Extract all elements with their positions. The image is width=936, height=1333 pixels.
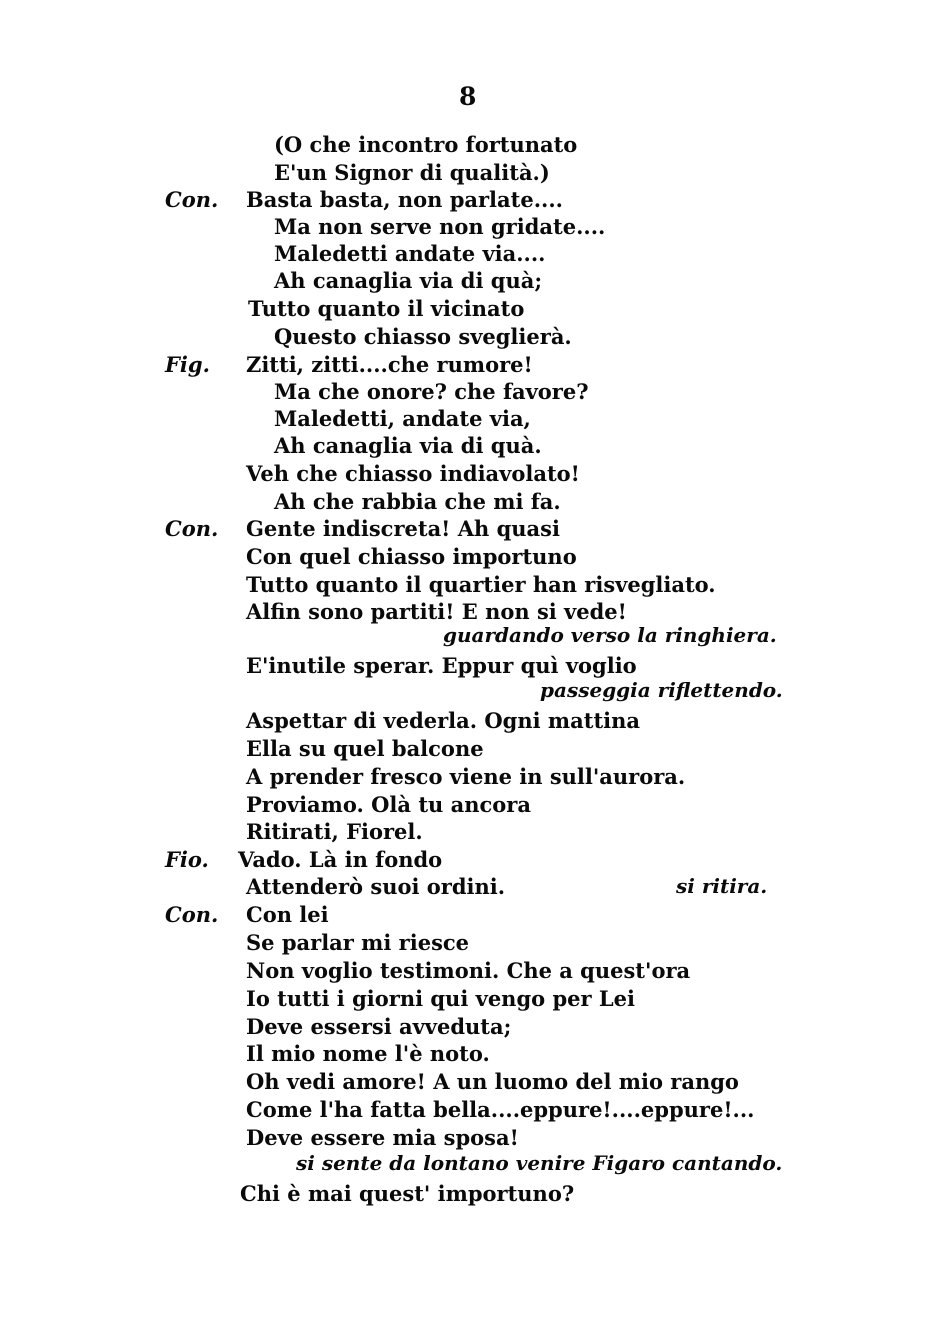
verse-line: Ah che rabbia che mi fa. — [274, 489, 561, 514]
verse-line: Veh che chiasso indiavolato! — [246, 461, 580, 486]
verse-line: Tutto quanto il vicinato — [248, 296, 525, 321]
verse-line: Io tutti i giorni qui vengo per Lei — [246, 986, 635, 1011]
speaker-label: Fig. — [165, 352, 210, 377]
verse-line: Questo chiasso sveglierà. — [274, 324, 572, 349]
verse-line: Come l'ha fatta bella....eppure!....eppure!... — [246, 1097, 755, 1122]
verse-line: E'inutile sperar. Eppur quì voglio — [246, 653, 637, 678]
verse-line: Ma che onore? che favore? — [274, 379, 589, 404]
stage-direction: si ritira. — [676, 874, 768, 898]
verse-line: Zitti, zitti....che rumore! — [246, 352, 533, 377]
verse-line: Alfin sono partiti! E non si vede! — [246, 599, 627, 624]
speaker-label: Con. — [165, 902, 219, 927]
verse-line: Maledetti andate via.... — [274, 241, 546, 266]
speaker-label: Con. — [165, 187, 219, 212]
verse-line: Deve essersi avveduta; — [246, 1014, 512, 1039]
page-number: 8 — [459, 82, 477, 111]
verse-line: Tutto quanto il quartier han risvegliato. — [246, 572, 716, 597]
verse-line: Ma non serve non gridate.... — [274, 214, 606, 239]
verse-line: Con lei — [246, 902, 329, 927]
verse-line: Aspettar di vederla. Ogni mattina — [246, 708, 641, 733]
verse-line: Non voglio testimoni. Che a quest'ora — [246, 958, 691, 983]
verse-line: Basta basta, non parlate.... — [246, 187, 563, 212]
stage-direction: passeggia riflettendo. — [540, 678, 783, 702]
verse-line: Gente indiscreta! Ah quasi — [246, 516, 560, 541]
verse-line: Ah canaglia via di quà; — [274, 268, 543, 293]
stage-direction: guardando verso la ringhiera. — [443, 623, 777, 647]
verse-line: Ella su quel balcone — [246, 736, 484, 761]
verse-line: Vado. Là in fondo — [238, 847, 443, 872]
verse-line: Attenderò suoi ordini. — [246, 874, 506, 899]
verse-line: (O che incontro fortunato — [274, 132, 578, 157]
speaker-label: Fio. — [165, 847, 209, 872]
verse-line: E'un Signor di qualità.) — [274, 160, 550, 185]
stage-direction: si sente da lontano venire Figaro cantando. — [296, 1151, 783, 1175]
verse-line: Oh vedi amore! A un luomo del mio rango — [246, 1069, 739, 1094]
verse-line: A prender fresco viene in sull'aurora. — [246, 764, 686, 789]
verse-line: Con quel chiasso importuno — [246, 544, 577, 569]
verse-line: Maledetti, andate via, — [274, 406, 531, 431]
verse-line: Proviamo. Olà tu ancora — [246, 792, 531, 817]
verse-line: Se parlar mi riesce — [246, 930, 470, 955]
verse-line: Chi è mai quest' importuno? — [240, 1181, 575, 1206]
verse-line: Ritirati, Fiorel. — [246, 819, 423, 844]
verse-line: Ah canaglia via di quà. — [274, 433, 542, 458]
verse-line: Deve essere mia sposa! — [246, 1125, 519, 1150]
verse-line: Il mio nome l'è noto. — [246, 1041, 490, 1066]
speaker-label: Con. — [165, 516, 219, 541]
